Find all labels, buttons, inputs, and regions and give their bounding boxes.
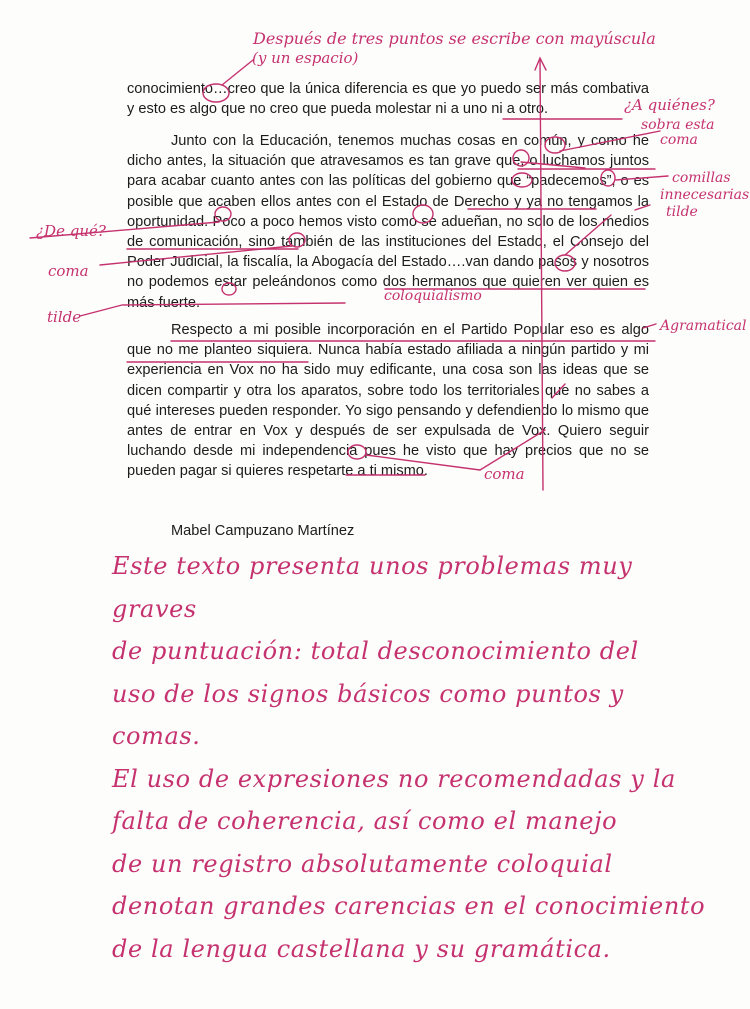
comment-line: El uso de expresiones no recomendadas y la [112, 764, 676, 793]
paragraph-1: conocimiento…creo que la única diferencia es que yo puedo ser más combativa y esto es algo que no creo que pueda molestar ni a uno ni a otro. [127, 81, 649, 118]
note-innecesarias: innecesarias [660, 187, 750, 203]
comment-line: falta de coherencia, así como el manejo [112, 807, 618, 835]
note-comillas: comillas [672, 170, 731, 186]
note-coma-2: coma [48, 262, 89, 280]
paragraph-2: Junto con la Educación, tenemos muchas cosas en común, y como he dicho antes, la situación que atravesamos es tan grave que, o luchamos juntos para acabar cuanto antes con las políticas del gobierno que “padecemos”, o es posible que acaben ellos antes con el Estado de Derecho y ya no tengamos la oportunidad. Poco a poco hemos visto como se adueñan, no solo de los medios de comunicación, sino también de las instituciones del Estado, el Consejo del Poder Judicial, la fiscalía, la Abogacía del Estado….van dando pasos y nosotros no podemos estar peleándonos como dos hermanos que quieren ver quien es más fuerte. [127, 133, 649, 311]
arrow-head-top [535, 58, 546, 70]
paragraph-3: Respecto a mi posible incorporación en el Partido Popular eso es algo que no me planteo siquiera. Nunca había estado afiliada a ningún partido y mi experiencia en Vox no ha sido muy edificante, una cosa son las ideas que se dicen compartir y otra los aparatos, sobre todo los territoriales que no sabes a qué intereses pueden responder. Yo sigo pensando y defendiendo lo mismo que antes de entrar en Vox y después de ser expulsada de Vox. Quiero seguir luchando desde mi independencia pues he visto que hay precios que no se pueden pagar si quieres respetarte a ti mismo. [127, 322, 649, 480]
comment-line: uso de los signos básicos como puntos y comas. [112, 679, 624, 750]
note-tilde-2: tilde [47, 308, 82, 326]
comment-line: Este texto presenta unos problemas muy graves [112, 552, 633, 623]
note-coma-3: coma [484, 465, 525, 483]
comment-line: de la lengua castellana y su gramática. [112, 934, 611, 963]
note-agramatical: Agramatical [660, 318, 747, 334]
note-space: (y un espacio) [252, 49, 359, 67]
note-tilde-1: tilde [666, 204, 698, 220]
comment-line: de un registro absolutamente coloquial [112, 849, 613, 878]
note-capitalization: Después de tres puntos se escribe con mayúscula [253, 29, 656, 48]
handwritten-comment [112, 545, 712, 970]
note-de-que: ¿De qué? [36, 222, 106, 240]
note-coloquialismo: coloquialismo [384, 288, 482, 304]
note-sobra-esta: sobra esta [641, 117, 715, 133]
note-a-quienes: ¿A quiénes? [624, 96, 715, 114]
comment-line: de puntuación: total desconocimiento del [112, 637, 639, 665]
comment-line: denotan grandes carencias en el conocimiento [112, 892, 706, 920]
note-coma-1: coma [660, 132, 698, 148]
author-signature: Mabel Campuzano Martínez [171, 523, 355, 539]
